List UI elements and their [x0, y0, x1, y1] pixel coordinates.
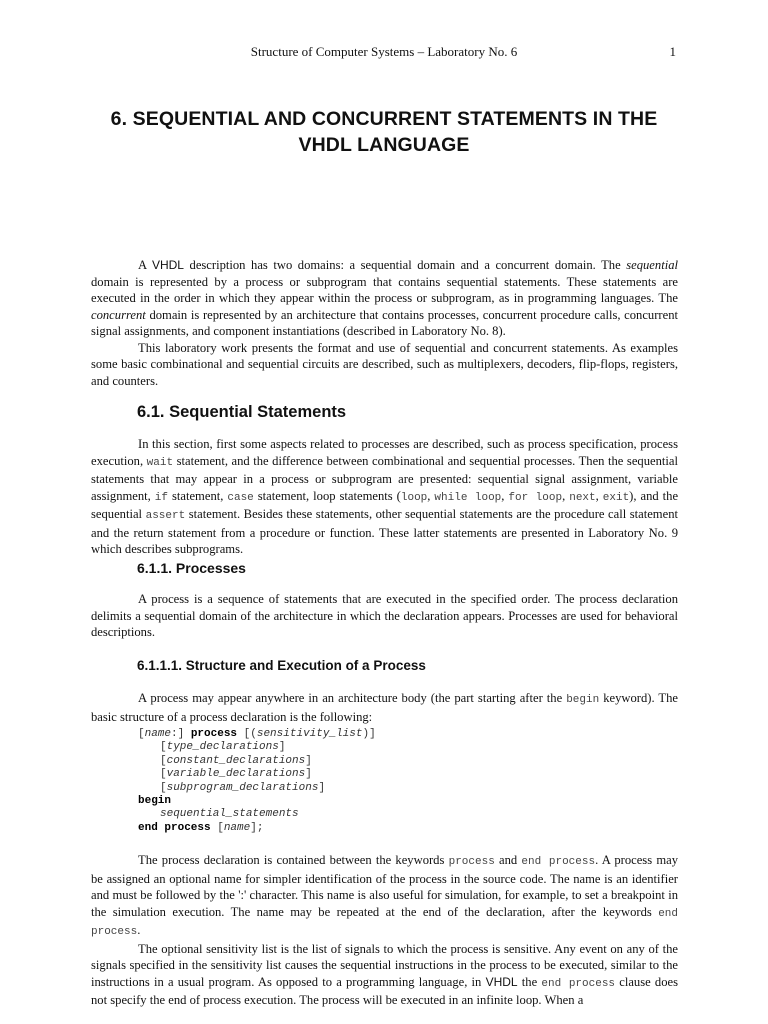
- code-line: [constant_declarations]: [160, 754, 312, 767]
- section-6-1-1-1-paragraph-3: The optional sensitivity list is the list of signals to which the process is sensitive. Any event on any of the signals specified in the sensitivity list causes the sequential instructions in the process to be executed, similar to the instructions in a usual program. As opposed to a programming language, in VHDL the end process clause does not specify the end of process execution. The process will be executed in an infinite loop. When a: [91, 941, 678, 1007]
- intro-paragraph-2: This laboratory work presents the format and use of sequential and concurrent statements. As examples some basic combinational and sequential circuits are described, such as multiplexers, decoders, flip-flops, registers, and counters.: [91, 340, 678, 388]
- code-line: [type_declarations]: [160, 741, 286, 754]
- page-number: 1: [669, 44, 676, 59]
- code-line: [variable_declarations]: [160, 768, 312, 781]
- section-6-1-1-text: [91, 591, 678, 641]
- section-6-1-1-1-paragraph-2: The process declaration is contained between the keywords process and end process. A process may be assigned an optional name for simpler identification of the process in the source code. The name is an identifier and must be followed by the ':' character. This name is also useful for simulation, for example, to set a breakpoint in the simulation execution. The name may be repeated at the end of the declaration, after the keywords end process.: [91, 853, 678, 938]
- section-heading-6-1: 6.1. Sequential Statements: [137, 403, 347, 421]
- code-line: sequential_statements: [160, 808, 299, 821]
- chapter-title: 6. SEQUENTIAL AND CONCURRENT STATEMENTS IN THE VHDL LANGUAGE: [110, 108, 658, 156]
- intro-paragraph-1: A VHDL description has two domains: a sequential domain and a concurrent domain. The sequential domain is represented by a process or subprogram that contains sequential statements. These statements are executed in the order in which they appear within the process or subprogram, as in programming languages. The concurrent domain is represented by an architecture that contains processes, concurrent procedure calls, concurrent signal assignments, and component instantiations (described in Laboratory No. 8).: [91, 258, 678, 338]
- code-line: [name:] process [(sensitivity_list)]: [138, 728, 376, 740]
- code-line: [subprogram_declarations]: [160, 781, 326, 794]
- running-title: Structure of Computer Systems – Laboratory No. 6: [250, 44, 518, 59]
- code-line: end process [name];: [138, 821, 264, 834]
- intro-text: [91, 257, 678, 389]
- process-syntax-code-block: [138, 728, 376, 835]
- code-line: begin: [138, 794, 172, 807]
- section-heading-6-1-1-1: 6.1.1.1. Structure and Execution of a Process: [137, 658, 426, 673]
- section-6-1-1-paragraph: A process is a sequence of statements that are executed in the specified order. The process declaration delimits a sequential domain of the architecture in which the declaration appears. Processes are used for behavioral descriptions.: [91, 592, 678, 639]
- section-6-1-text: [91, 436, 678, 558]
- section-6-1-1-1-text: [91, 690, 678, 725]
- section-6-1-paragraph: In this section, first some aspects related to processes are described, such as process specification, process execution, wait statement, and the difference between combinational and sequential processes. Then the sequential statements that may appear in a process or subprogram are presented: sequential signal assignment, variable assignment, if statement, case statement, loop statements (loop, while loop, for loop, next, exit), and the sequential assert statement. Besides these statements, other sequential statements are the procedure call statement and the return statement from a procedure or function. These latter statements are presented in Laboratory No. 9 which describes subprograms.: [91, 437, 679, 556]
- section-6-1-1-1-text-continued: [91, 852, 678, 1009]
- section-6-1-1-1-paragraph-1: A process may appear anywhere in an architecture body (the part starting after the begin keyword). The basic structure of a process declaration is the following:: [91, 691, 679, 724]
- section-heading-6-1-1: 6.1.1. Processes: [137, 560, 246, 576]
